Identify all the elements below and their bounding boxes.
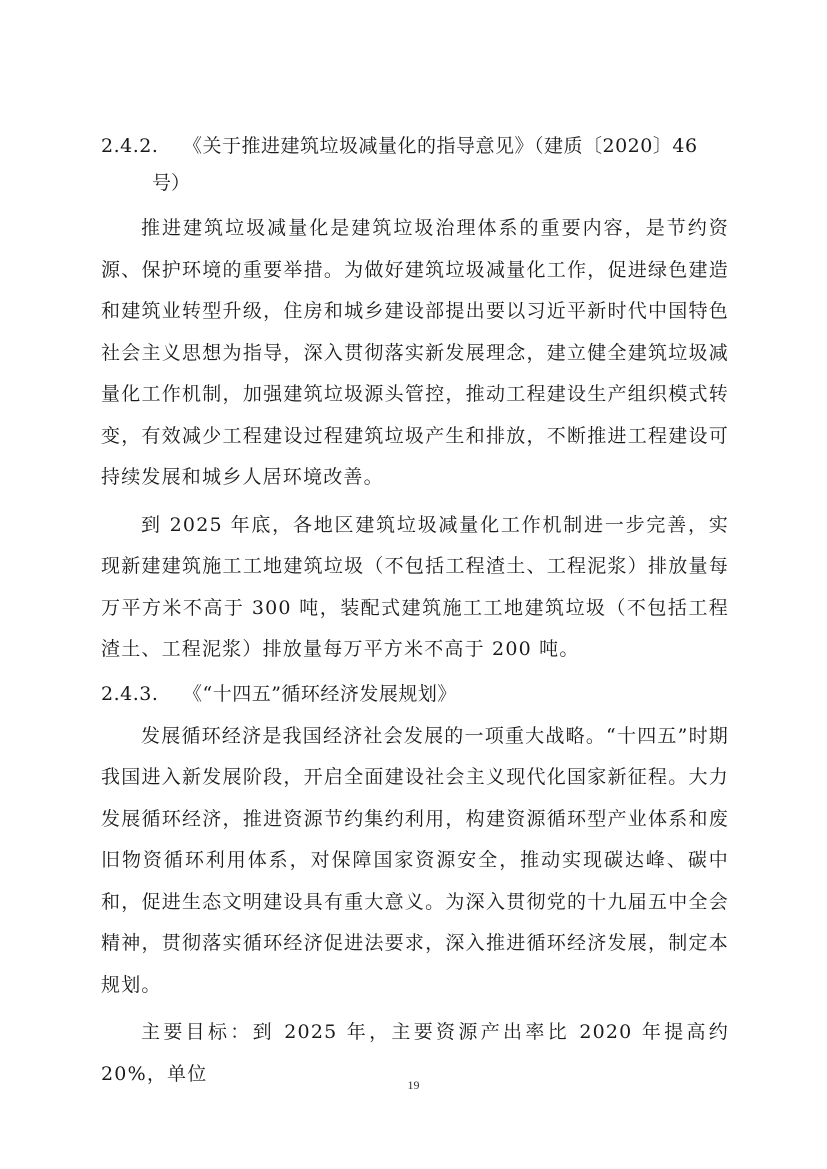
section-title-continuation: 号）	[152, 172, 191, 194]
body-paragraph: 主要目标：到 2025 年，主要资源产出率比 2020 年提高约 20%，单位	[101, 1021, 729, 1085]
section-number: 2.4.2.	[101, 135, 159, 157]
section-title: 《“十四五”循环经济发展规划》	[183, 682, 457, 705]
body-paragraph: 发展循环经济是我国经济社会发展的一项重大战略。“十四五”时期我国进入新发展阶段，开启全面建设社会主义现代化国家新征程。大力发展循环经济，推进资源节约集约利用，构建资源循环型产业体系和废旧物资循环利用体系，对保障国家资源安全，推动实现碳达峰、碳中和，促进生态文明建设具有重大意义。为深入贯彻党的十九届五中全会精神，贯彻落实循环经济促进法要求，深入推进循环经济发展，制定本规划。	[101, 724, 729, 996]
page-number: 19	[407, 1078, 420, 1092]
page-content	[101, 128, 729, 1095]
section-heading-2-4-3	[101, 676, 729, 713]
body-paragraph: 推进建筑垃圾减量化是建筑垃圾治理体系的重要内容，是节约资源、保护环境的重要举措。为做好建筑垃圾减量化工作，促进绿色建造和建筑业转型升级，住房和城乡建设部提出要以习近平新时代中国特色社会主义思想为指导，深入贯彻落实新发展理念，建立健全建筑垃圾减量化工作机制，加强建筑垃圾源头管控，推动工程建设生产组织模式转变，有效减少工程建设过程建筑垃圾产生和排放，不断推进工程建设可持续发展和城乡人居环境改善。	[101, 217, 729, 488]
section-number: 2.4.3.	[101, 682, 159, 705]
body-paragraph: 到 2025 年底，各地区建筑垃圾减量化工作机制进一步完善，实现新建建筑施工工地建筑垃圾（不包括工程渣土、工程泥浆）排放量每万平方米不高于 300 吨，装配式建筑施工工地建筑垃圾（不包括工程渣土、工程泥浆）排放量每万平方米不高于 200 吨。	[101, 513, 729, 660]
section-heading-2-4-2	[101, 128, 729, 165]
section-title: 《关于推进建筑垃圾减量化的指导意见》（建质〔2020〕46	[183, 135, 698, 157]
